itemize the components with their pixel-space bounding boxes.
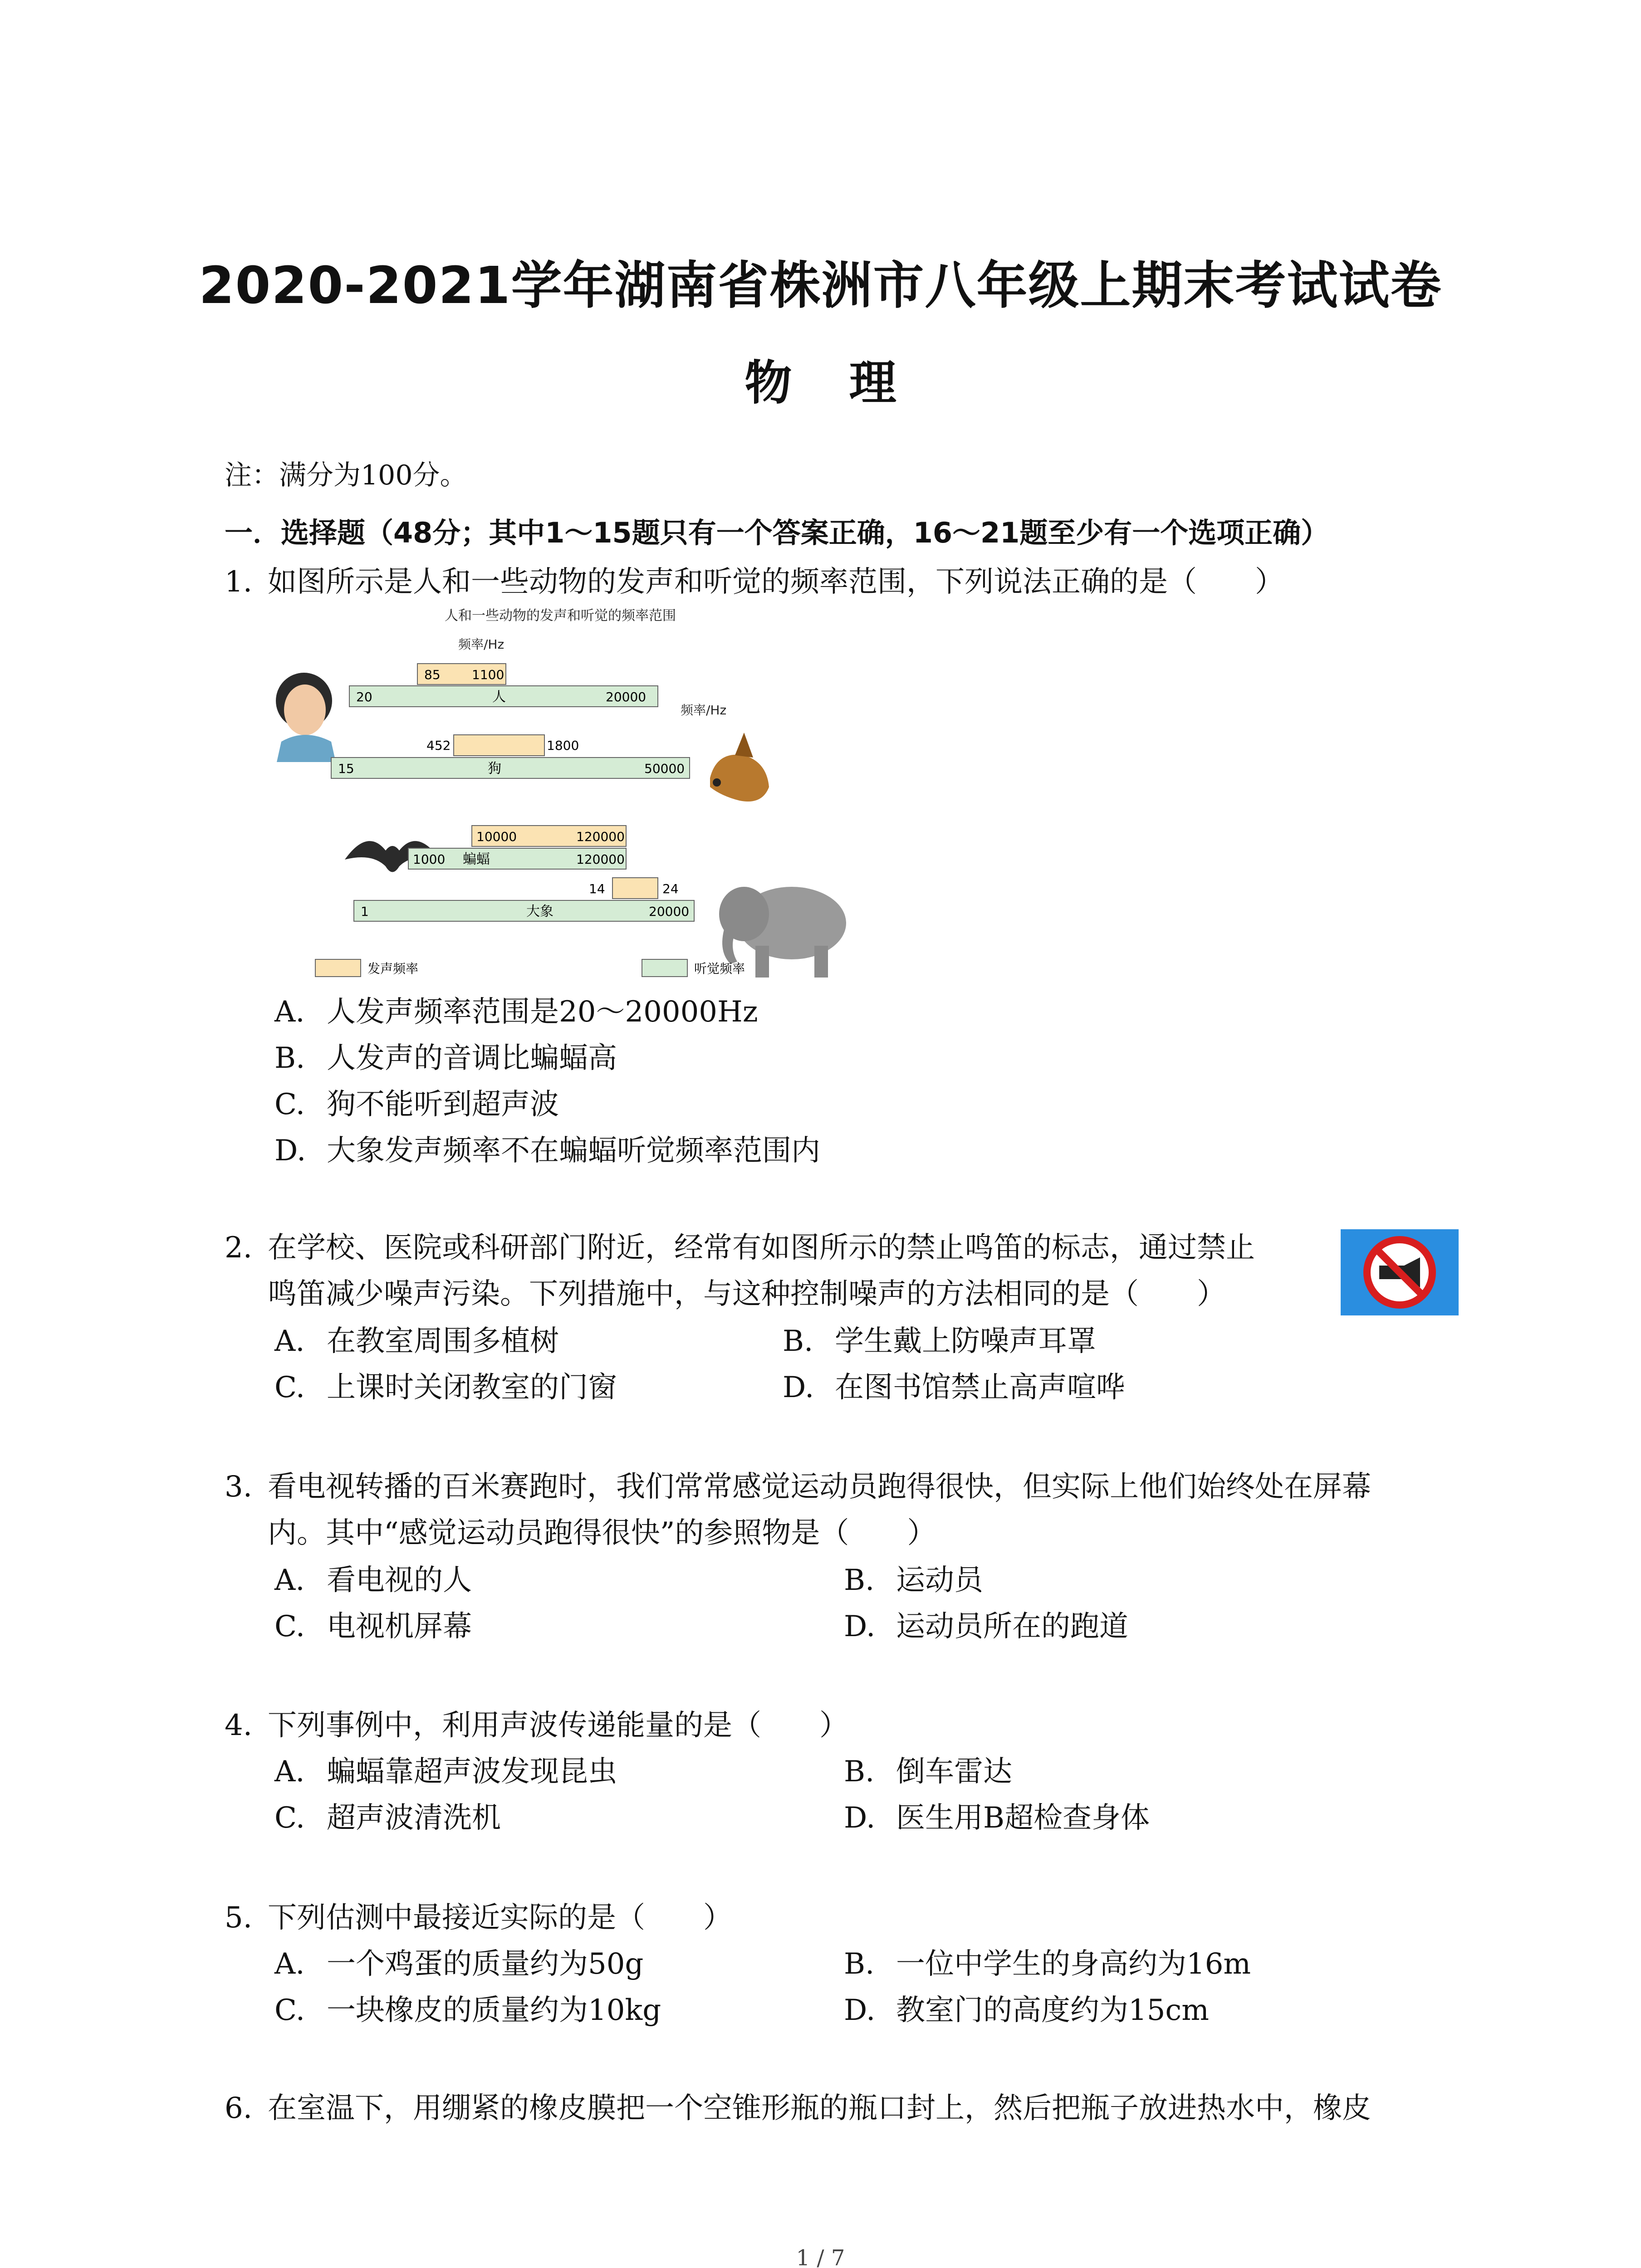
elephant-emit-bar [612,878,658,899]
bat-emit-low: 10000 [476,829,517,844]
figure-y-label: 频率/Hz [458,637,505,652]
q4-option-d[interactable]: D. 医生用B超检查身体 [844,1801,1150,1835]
question-2-stem: 2. 在学校、医院或科研部门附近，经常有如图所示的禁止鸣笛的标志，通过禁止 鸣笛减少噪声污染。下列措施中，与这种控制噪声的方法相同的是（ ） [225,1231,1255,1311]
page-number: 1 / 7 [796,2245,845,2268]
dog-emit-low: 452 [426,738,451,753]
elephant-hear-bar [354,900,694,921]
human-hear-low: 20 [356,689,372,704]
elephant-label: 大象 [526,904,554,919]
dog-hear-bar [331,758,690,778]
q2-option-d[interactable]: D. 在图书馆禁止高声喧哗 [783,1371,1125,1404]
elephant-hear-low: 1 [361,904,369,919]
bat-hear-low: 1000 [413,852,446,867]
question-text: 如图所示是人和一些动物的发声和听觉的频率范围，下列说法正确的是（ ） [268,565,1284,599]
q5-option-d[interactable]: D. 教室门的高度约为15cm [844,1994,1209,2027]
q3-option-d[interactable]: D. 运动员所在的跑道 [844,1610,1128,1643]
bat-hear-high: 120000 [576,852,625,867]
bat-emit-high: 120000 [576,829,625,844]
legend-emit-swatch [315,959,361,977]
human-icon [276,673,336,762]
q5-option-c[interactable]: C. 一块橡皮的质量约为10kg [274,1994,661,2027]
human-emit-high: 1100 [472,667,505,682]
q4-option-b[interactable]: B. 倒车雷达 [844,1755,1012,1789]
q1-option-c[interactable]: C. 狗不能听到超声波 [274,1088,559,1121]
q2-option-a[interactable]: A. 在教室周围多植树 [274,1325,559,1358]
question-number: 1. [225,565,253,599]
bat-label: 蝙蝠 [463,851,490,867]
question-5-stem: 5. 下列估测中最接近实际的是（ ） [225,1901,732,1935]
q4-option-a[interactable]: A. 蝙蝠靠超声波发现昆虫 [274,1755,617,1789]
human-hear-high: 20000 [606,689,647,704]
figure-x-label: 频率/Hz [681,703,727,718]
dog-hear-low: 15 [338,761,354,776]
human-emit-low: 85 [424,667,441,682]
q2-option-c[interactable]: C. 上课时关闭教室的门窗 [274,1371,617,1404]
q4-option-c[interactable]: C. 超声波清洗机 [274,1801,501,1835]
q3-option-a[interactable]: A. 看电视的人 [274,1564,472,1597]
q3-option-b[interactable]: B. 运动员 [844,1564,983,1597]
q5-option-b[interactable]: B. 一位中学生的身高约为16m [844,1947,1251,1981]
elephant-hear-high: 20000 [649,904,690,919]
question-4-stem: 4. 下列事例中，利用声波传递能量的是（ ） [225,1709,848,1742]
dog-emit-high: 1800 [547,738,579,753]
q3-option-c[interactable]: C. 电视机屏幕 [274,1610,472,1643]
legend-hear-label: 听觉频率 [694,961,745,976]
q5-option-a[interactable]: A. 一个鸡蛋的质量约为50g [274,1947,644,1981]
no-horn-sign-icon [1341,1229,1459,1315]
legend-hear-swatch [642,959,687,977]
subject-title: 物 理 [745,355,896,411]
q1-option-b[interactable]: B. 人发声的音调比蝙蝠高 [274,1041,617,1075]
question-3-stem: 3. 看电视转播的百米赛跑时，我们常常感觉运动员跑得很快，但实际上他们始终处在屏幕 内。其中“感觉运动员跑得很快”的参照物是（ ） [225,1470,1371,1550]
dog-hear-high: 50000 [644,761,685,776]
q1-option-d[interactable]: D. 大象发声频率不在蝙蝠听觉频率范围内 [274,1134,820,1168]
question-6-stem: 6. 在室温下，用绷紧的橡皮膜把一个空锥形瓶的瓶口封上，然后把瓶子放进热水中，橡皮 [225,2092,1371,2125]
dog-emit-bar [454,735,544,756]
dog-label: 狗 [488,761,501,777]
page-title: 2020-2021学年湖南省株洲市八年级上期末考试试卷 [199,256,1442,315]
legend-emit-label: 发声频率 [367,961,419,976]
dog-icon [710,733,769,802]
frequency-range-figure [263,606,880,991]
q1-option-a[interactable]: A. 人发声频率范围是20～20000Hz [274,995,758,1029]
section-heading: 一．选择题（48分；其中1～15题只有一个答案正确，16～21题至少有一个选项正确） [225,516,1329,549]
q2-option-b[interactable]: B. 学生戴上防噪声耳罩 [783,1325,1096,1358]
question-1-stem [225,559,1445,605]
score-note: 注：满分为100分。 [225,459,467,491]
elephant-emit-high: 24 [662,881,679,896]
human-label: 人 [492,689,506,705]
figure-title: 人和一些动物的发声和听觉的频率范围 [445,608,676,624]
elephant-emit-low: 14 [589,881,605,896]
